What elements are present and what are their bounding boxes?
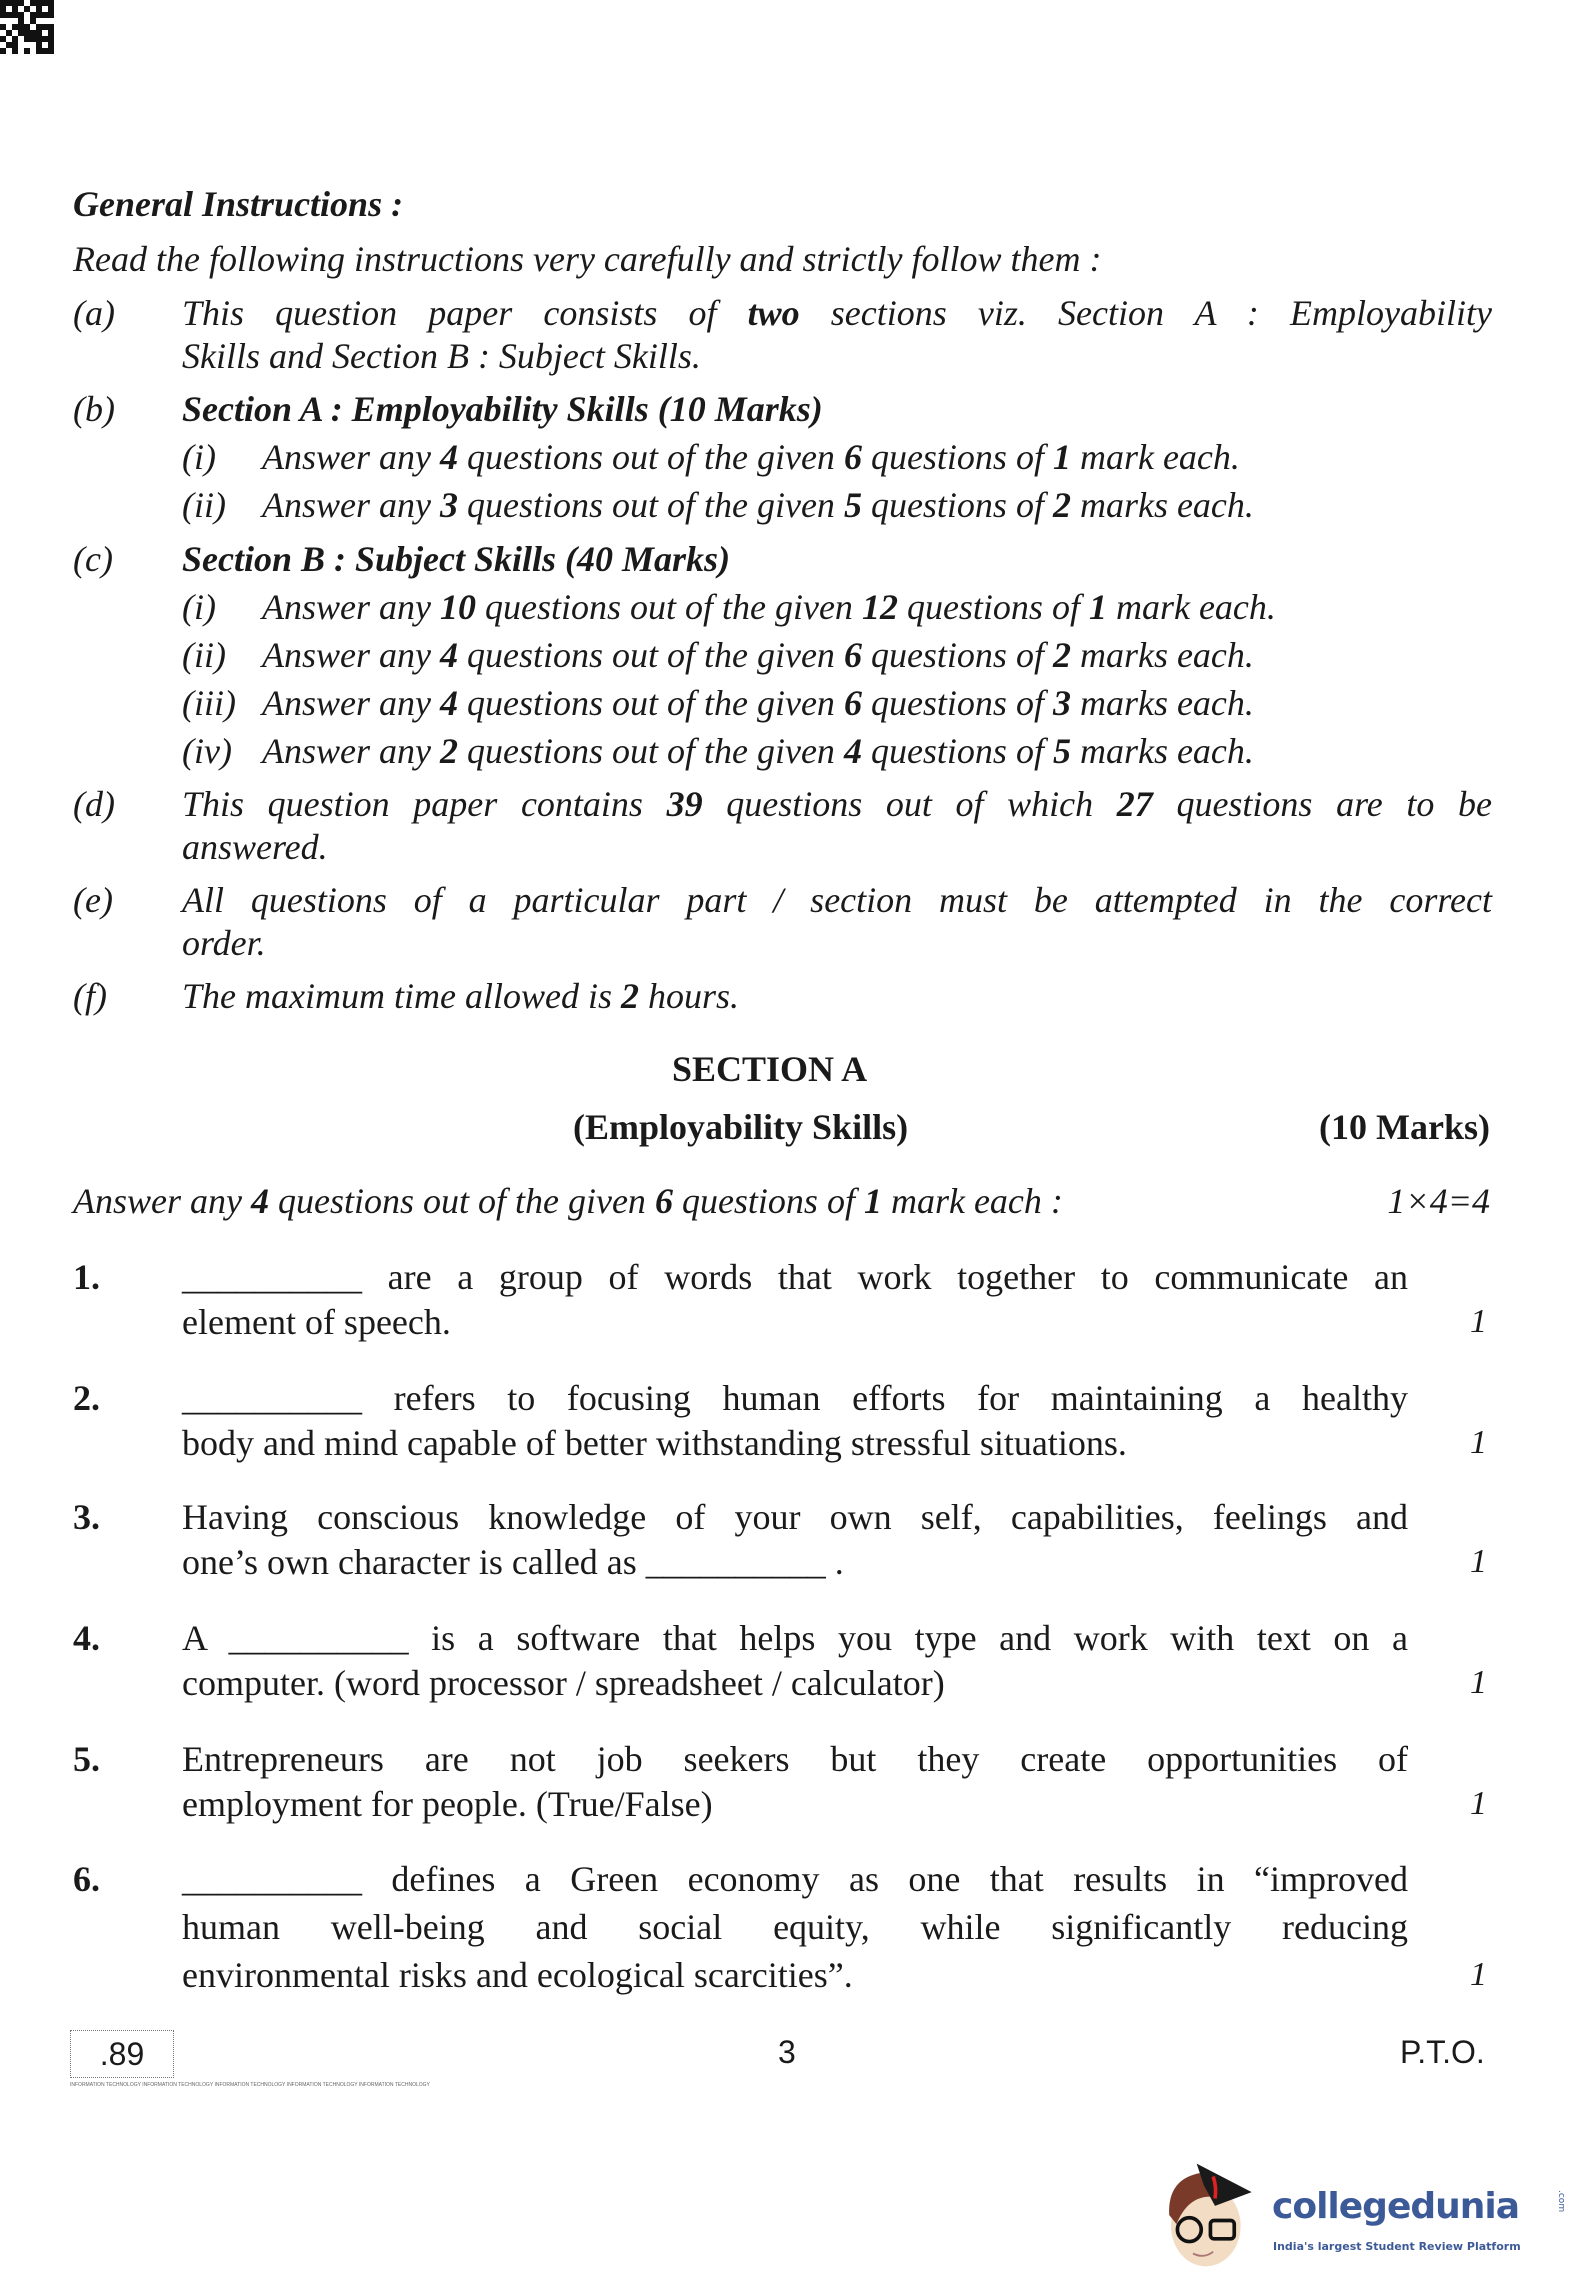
bold-text: 2 <box>439 731 458 771</box>
sub-instruction-text <box>262 731 1254 771</box>
question-line: employment for people. (True/False) <box>182 1784 713 1824</box>
question-line: A __________ is a software that helps you type and work with text on a <box>182 1618 1408 1658</box>
instruction-label: (a) <box>73 293 115 333</box>
instruction-line <box>182 976 739 1016</box>
section-title: SECTION A <box>672 1049 868 1089</box>
question-line: one’s own character is called as __________ . <box>182 1542 844 1582</box>
text-segment: mark each. <box>1070 437 1240 477</box>
question-line: environmental risks and ecological scarcities”. <box>182 1955 853 1995</box>
bold-text: 3 <box>439 485 458 525</box>
text-segment: questions of <box>861 485 1053 525</box>
instruction-line <box>182 827 328 867</box>
sub-instruction-label: (i) <box>182 437 216 477</box>
question-line: Entrepreneurs are not job seekers but they create opportunities of <box>182 1739 1408 1779</box>
sub-instruction-text <box>262 587 1276 627</box>
question-number: 4. <box>73 1618 100 1658</box>
sub-instruction-label: (ii) <box>182 635 226 675</box>
paper-code: .89 <box>70 2030 174 2078</box>
text-segment: questions out of the given <box>475 587 862 627</box>
sub-instruction-label: (iv) <box>182 731 232 771</box>
bold-text: 27 <box>1116 784 1153 824</box>
bold-text: 6 <box>843 683 862 723</box>
bold-text: 1 <box>1088 587 1107 627</box>
section-subtitle: (Employability Skills) <box>573 1107 909 1147</box>
instruction-label: (e) <box>73 880 113 920</box>
page-number: 3 <box>778 2034 796 2070</box>
text-segment: questions out of the given <box>457 437 844 477</box>
instruction-line <box>182 293 1492 333</box>
text-segment: Skills and Section B : Subject Skills. <box>182 336 701 376</box>
marks-scheme: 1×4=4 <box>1387 1181 1490 1221</box>
instructions-intro: Read the following instructions very carefully and strictly follow them : <box>73 239 1102 279</box>
text-segment: answered. <box>182 827 328 867</box>
bold-text: Section B : Subject Skills (40 Marks) <box>182 539 731 579</box>
question-number: 6. <box>73 1859 100 1899</box>
sub-instruction-text <box>262 635 1254 675</box>
text-segment: questions of <box>861 683 1053 723</box>
bold-text: 2 <box>1052 635 1071 675</box>
bold-text: 6 <box>654 1181 673 1221</box>
footer-security-text: INFORMATION TECHNOLOGY INFORMATION TECHNOLOGY INFORMATION TECHNOLOGY INFORMATION TECHNOLOGY INFORMATION TECHNOLOGY <box>70 2082 430 2088</box>
instruction-line <box>182 389 823 429</box>
qr-code-icon <box>0 0 54 54</box>
text-segment: This question paper consists of <box>182 293 748 333</box>
question-number: 5. <box>73 1739 100 1779</box>
question-line: __________ are a group of words that work together to communicate an <box>182 1257 1408 1297</box>
bold-text: 4 <box>843 731 862 771</box>
bold-text: 1 <box>863 1181 882 1221</box>
sub-instruction-label: (i) <box>182 587 216 627</box>
instruction-line <box>182 784 1492 824</box>
text-segment: The maximum time allowed is <box>182 976 621 1016</box>
question-line: Having conscious knowledge of your own self, capabilities, feelings and <box>182 1497 1408 1537</box>
text-segment: questions out of the given <box>457 485 844 525</box>
sub-instruction-text <box>262 485 1254 525</box>
question-line: computer. (word processor / spreadsheet / calculator) <box>182 1663 945 1703</box>
sub-instruction-label: (iii) <box>182 683 236 723</box>
question-marks: 1 <box>1470 1956 1487 1993</box>
text-segment: mark each : <box>881 1181 1063 1221</box>
bold-text: 12 <box>861 587 898 627</box>
instruction-label: (f) <box>73 976 107 1016</box>
text-segment: questions out of the given <box>457 683 844 723</box>
question-number: 2. <box>73 1378 100 1418</box>
question-marks: 1 <box>1470 1664 1487 1701</box>
question-marks: 1 <box>1470 1785 1487 1822</box>
text-segment: mark each. <box>1106 587 1276 627</box>
text-segment: questions are to be <box>1152 784 1492 824</box>
sub-instruction-text <box>262 437 1240 477</box>
brand-name: collegedunia <box>1272 2186 1520 2227</box>
text-segment: marks each. <box>1070 731 1254 771</box>
text-segment: All questions of a particular part / section must be attempted in the correct <box>182 880 1492 920</box>
question-line: __________ refers to focusing human efforts for maintaining a healthy <box>182 1378 1408 1418</box>
text-segment: Answer any <box>262 437 440 477</box>
bold-text: 4 <box>439 683 458 723</box>
text-segment: questions of <box>861 635 1053 675</box>
instruction-line <box>182 539 730 579</box>
bold-text: two <box>747 293 800 333</box>
bold-text: 4 <box>439 635 458 675</box>
bold-text: 6 <box>843 437 862 477</box>
text-segment: questions of <box>897 587 1089 627</box>
bold-text: 6 <box>843 635 862 675</box>
bold-text: 3 <box>1052 683 1071 723</box>
bold-text: 10 <box>439 587 476 627</box>
text-segment: questions of <box>861 731 1053 771</box>
brand-tld: .com <box>1556 2190 1566 2213</box>
text-segment: Answer any <box>262 683 440 723</box>
text-segment: This question paper contains <box>182 784 667 824</box>
text-segment: questions out of which <box>702 784 1117 824</box>
question-number: 3. <box>73 1497 100 1537</box>
bold-text: Section A : Employability Skills (10 Marks) <box>182 389 823 429</box>
instruction-line <box>182 923 266 963</box>
text-segment: marks each. <box>1070 683 1254 723</box>
sub-instruction-text <box>262 683 1254 723</box>
text-segment: hours. <box>638 976 739 1016</box>
text-segment: Answer any <box>73 1181 251 1221</box>
bold-text: 4 <box>439 437 458 477</box>
text-segment: sections viz. Section A : Employability <box>799 293 1492 333</box>
pto-label: P.T.O. <box>1400 2034 1485 2070</box>
instruction-line <box>182 880 1492 920</box>
question-line: human well-being and social equity, while significantly reducing <box>182 1907 1408 1947</box>
brand-tagline: India's largest Student Review Platform <box>1273 2240 1521 2253</box>
text-segment: questions of <box>861 437 1053 477</box>
question-marks: 1 <box>1470 1424 1487 1461</box>
question-line: body and mind capable of better withstanding stressful situations. <box>182 1423 1127 1463</box>
bold-text: 2 <box>620 976 639 1016</box>
question-line: element of speech. <box>182 1302 451 1342</box>
question-line: __________ defines a Green economy as one that results in “improved <box>182 1859 1408 1899</box>
bold-text: 2 <box>1052 485 1071 525</box>
instruction-label: (d) <box>73 784 115 824</box>
instruction-line <box>182 336 701 376</box>
mascot-logo-icon <box>1160 2155 1270 2275</box>
bold-text: 1 <box>1052 437 1071 477</box>
text-segment: questions out of the given <box>457 635 844 675</box>
question-marks: 1 <box>1470 1543 1487 1580</box>
text-segment: questions out of the given <box>268 1181 655 1221</box>
text-segment: Answer any <box>262 635 440 675</box>
text-segment: order. <box>182 923 266 963</box>
text-segment: Answer any <box>262 485 440 525</box>
question-number: 1. <box>73 1257 100 1297</box>
bold-text: 5 <box>843 485 862 525</box>
text-segment: Answer any <box>262 731 440 771</box>
instructions-title: General Instructions : <box>73 184 404 224</box>
bold-text: 39 <box>666 784 703 824</box>
text-segment: marks each. <box>1070 635 1254 675</box>
instruction-label: (b) <box>73 389 115 429</box>
instruction-label: (c) <box>73 539 113 579</box>
text-segment: Answer any <box>262 587 440 627</box>
text-segment: marks each. <box>1070 485 1254 525</box>
section-instruction <box>73 1181 1063 1221</box>
sub-instruction-label: (ii) <box>182 485 226 525</box>
question-marks: 1 <box>1470 1303 1487 1340</box>
section-marks: (10 Marks) <box>1319 1107 1490 1147</box>
bold-text: 4 <box>250 1181 269 1221</box>
text-segment: questions out of the given <box>457 731 844 771</box>
text-segment: questions of <box>672 1181 864 1221</box>
bold-text: 5 <box>1052 731 1071 771</box>
